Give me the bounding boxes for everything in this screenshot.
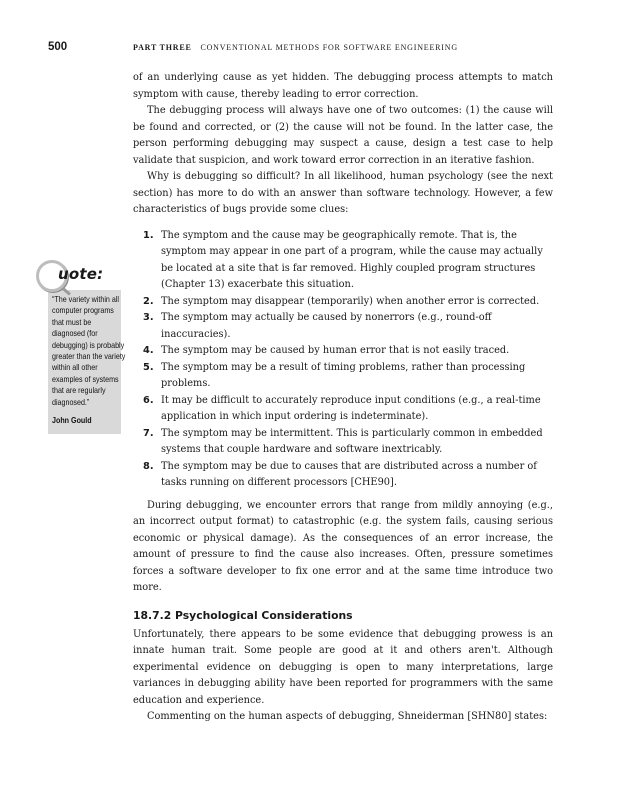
list-item-text: The symptom may be caused by human error that is not easily traced. [161, 345, 510, 356]
paragraph-innate-trait: Unfortunately, there appears to be some evidence that debugging prowess is an innate human trait. Some people are good at it and others aren't. Although experimental evidence on debugging is open to many interpretations, large variances in debugging ability have been reported for programmers with the same education and experience. [133, 628, 553, 706]
list-item-number: 5. [143, 361, 154, 373]
list-item [133, 343, 553, 360]
list-item [133, 393, 553, 426]
list-item-number: 1. [143, 229, 154, 241]
body-text [133, 70, 553, 726]
list-item-text: It may be difficult to accurately reproduce input conditions (e.g., a real-time application in which input ordering is indeterminate). [161, 394, 541, 422]
running-head-title: CONVENTIONAL METHODS FOR SOFTWARE ENGINEERING [200, 43, 458, 52]
list-item [133, 459, 553, 492]
quote-label [36, 262, 121, 290]
list-item-number: 2. [143, 295, 154, 307]
list-item [133, 360, 553, 393]
paragraph-pressure: During debugging, we encounter errors that range from mildly annoying (e.g., an incorrect output format) to catastrophic (e.g. the system fails, causing serious economic or physical damage). As the consequences of an error increase, the amount of pressure to find the cause also increases. Often, pressure sometimes forces a software developer to fix one error and at the same time introduce two more. [133, 499, 553, 593]
quote-author: John Gould [52, 415, 92, 426]
bug-characteristics-list [133, 228, 553, 492]
list-item-number: 4. [143, 345, 154, 356]
quote-panel [48, 290, 126, 434]
running-head [133, 43, 458, 52]
list-item-text: The symptom may be due to causes that are distributed across a number of tasks running on different processors [CHE90]. [161, 460, 537, 488]
list-item-number: 6. [143, 394, 154, 406]
list-item [133, 294, 553, 311]
quote-label-text: uote: [58, 265, 104, 283]
list-item-text: The symptom and the cause may be geographically remote. That is, the symptom may appear in one part of a program, while the cause may actually be located at a site that is far removed. Highly coupled program structures (Chapter 13) exacerbate this situation. [161, 229, 543, 290]
quote-text: “The variety within all computer programs that must be diagnosed (for debugging) is probably greater than the variety within all other examples of systems that are regularly diagnosed.” [52, 294, 126, 407]
running-head-part: PART THREE [133, 43, 192, 52]
list-item-text: The symptom may be a result of timing problems, rather than processing problems. [161, 361, 526, 389]
list-item-text: The symptom may be intermittent. This is particularly common in embedded systems that couple hardware and software inextricably. [161, 427, 543, 455]
list-item-text: The symptom may actually be caused by nonerrors (e.g., round-off inaccuracies). [161, 312, 492, 340]
list-item-text: The symptom may disappear (temporarily) when another error is corrected. [161, 295, 540, 307]
section-heading: 18.7.2 Psychological Considerations [133, 608, 353, 622]
list-item [133, 228, 553, 294]
paragraph-shneiderman: Commenting on the human aspects of debugging, Shneiderman [SHN80] states: [147, 711, 548, 722]
paragraph-outcomes: The debugging process will always have one of two outcomes: (1) the cause will be found and corrected, or (2) the cause will not be found. In the latter case, the person performing debugging may suspect a cause, design a test case to help validate that suspicion, and work toward error correction in an iterative fashion. [133, 105, 553, 166]
list-item [133, 310, 553, 343]
sidebar-quote [36, 262, 126, 434]
page-number: 500 [48, 41, 68, 53]
paragraph-continuation: of an underlying cause as yet hidden. The debugging process attempts to match symptom with cause, thereby leading to error correction. [133, 72, 553, 100]
list-item-number: 3. [143, 312, 154, 323]
list-item-number: 8. [143, 460, 154, 472]
list-item-number: 7. [143, 427, 154, 439]
paragraph-why-difficult: Why is debugging so difficult? In all likelihood, human psychology (see the next section) has more to do with an answer than software technology. However, a few characteristics of bugs provide some clues: [133, 171, 553, 215]
list-item [133, 426, 553, 459]
